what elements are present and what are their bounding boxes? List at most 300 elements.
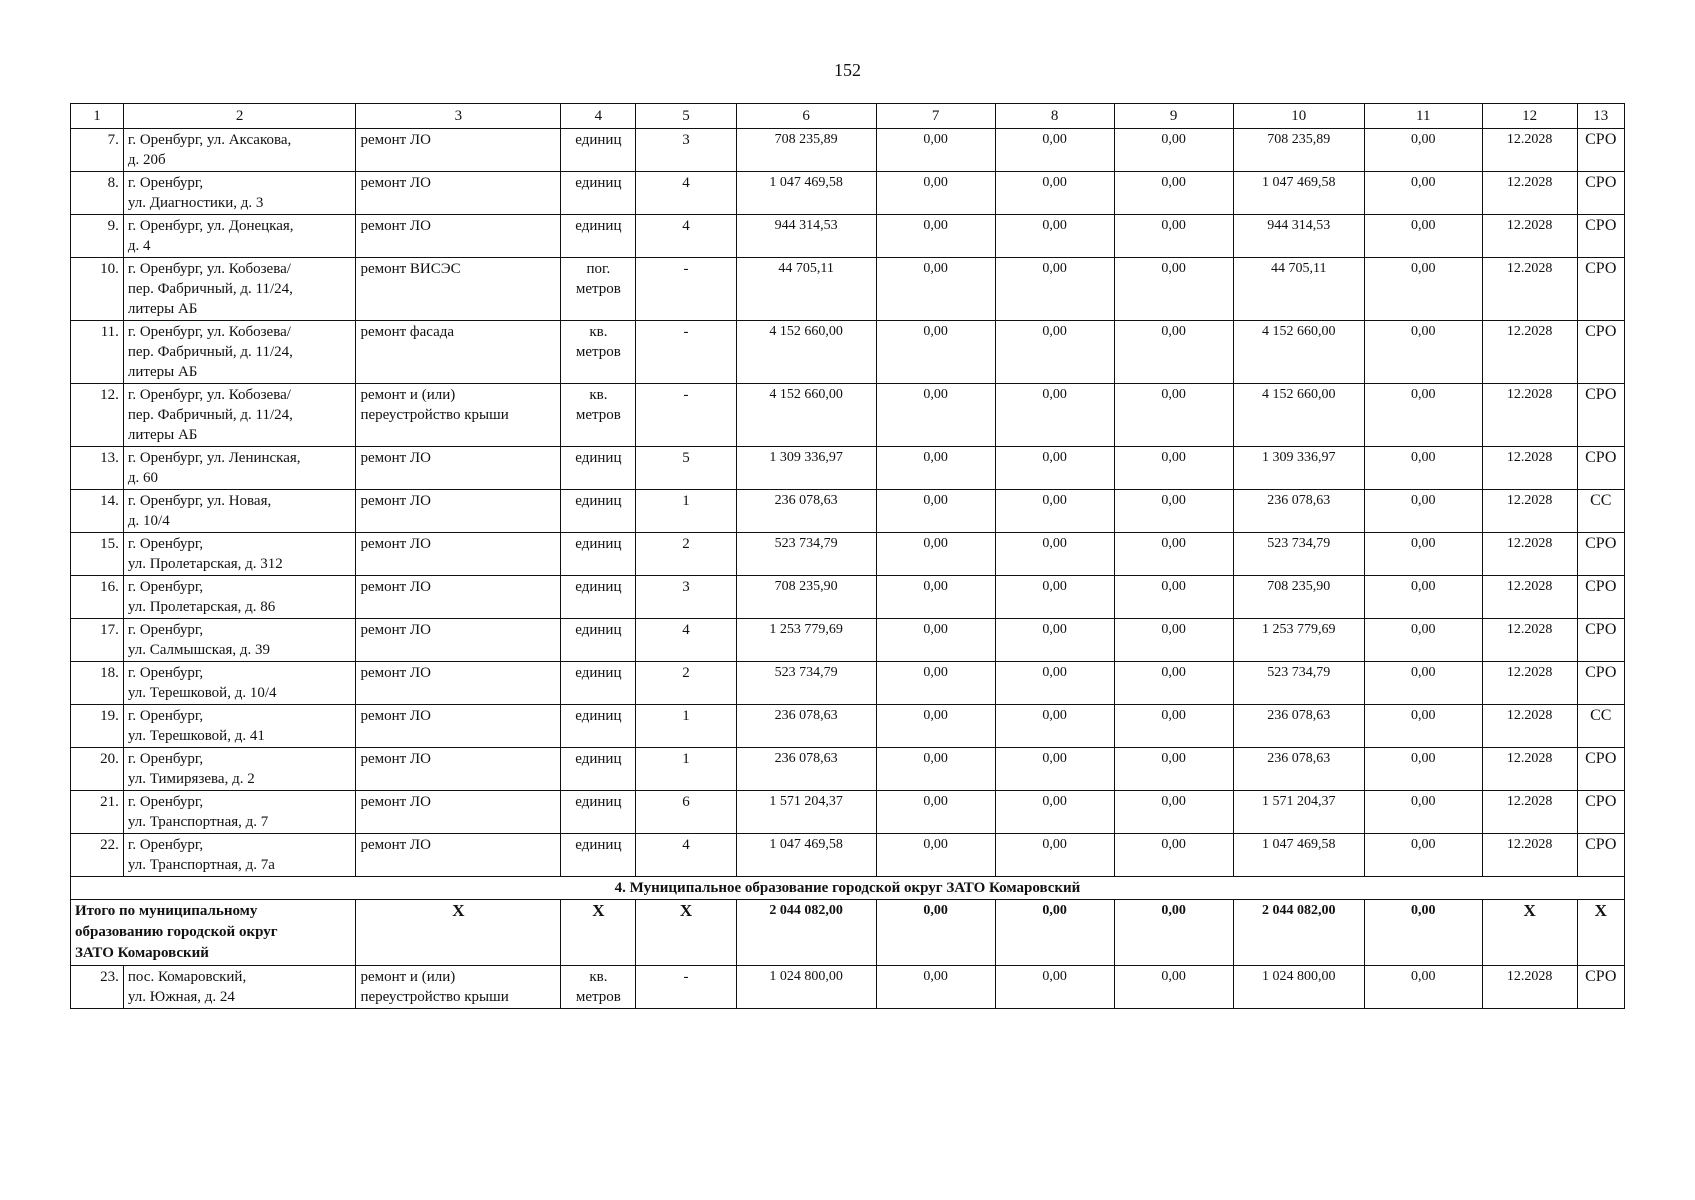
addr-line: литеры АБ xyxy=(127,301,198,317)
value-cell: 0,00 xyxy=(876,834,995,877)
total-value-cell: Х xyxy=(1577,900,1625,966)
value-cell: 0,00 xyxy=(1364,447,1482,490)
value-cell: 0,00 xyxy=(1364,619,1482,662)
method-code-cell: СРО xyxy=(1577,129,1625,172)
addr-line: г. Оренбург, xyxy=(127,622,204,638)
row-number: 19. xyxy=(71,705,124,748)
quantity-cell: - xyxy=(636,966,736,1009)
address-cell xyxy=(123,321,356,384)
unit-cell xyxy=(561,490,636,533)
value-cell: 0,00 xyxy=(876,748,995,791)
quantity-cell: 4 xyxy=(636,834,736,877)
unit-line: пог. xyxy=(586,261,611,277)
total-label xyxy=(71,900,356,966)
total-value-cell: 0,00 xyxy=(876,900,995,966)
value-cell: 0,00 xyxy=(876,533,995,576)
value-cell: 0,00 xyxy=(1114,619,1233,662)
value-cell: 0,00 xyxy=(1114,172,1233,215)
row-number: 17. xyxy=(71,619,124,662)
quantity-cell: 2 xyxy=(636,533,736,576)
unit-cell xyxy=(561,834,636,877)
method-code-cell: СРО xyxy=(1577,258,1625,321)
work-line: ремонт ЛО xyxy=(360,493,431,509)
unit-line: единиц xyxy=(575,579,622,595)
row-number: 22. xyxy=(71,834,124,877)
method-code-cell: СРО xyxy=(1577,321,1625,384)
work-line: ремонт и (или) xyxy=(360,387,456,403)
deadline-cell: 12.2028 xyxy=(1482,576,1577,619)
unit-cell xyxy=(561,966,636,1009)
unit-line: единиц xyxy=(575,536,622,552)
unit-line: единиц xyxy=(575,794,622,810)
value-cell: 1 571 204,37 xyxy=(1233,791,1364,834)
row-number: 12. xyxy=(71,384,124,447)
addr-line: г. Оренбург, xyxy=(127,536,204,552)
deadline-cell: 12.2028 xyxy=(1482,533,1577,576)
addr-line: ул. Южная, д. 24 xyxy=(127,989,235,1005)
total-cost-cell: 1 571 204,37 xyxy=(736,791,876,834)
addr-line: г. Оренбург, xyxy=(127,751,204,767)
quantity-cell: 3 xyxy=(636,576,736,619)
value-cell: 0,00 xyxy=(995,791,1114,834)
unit-cell xyxy=(561,748,636,791)
value-cell: 0,00 xyxy=(876,172,995,215)
value-cell: 0,00 xyxy=(995,966,1114,1009)
value-cell: 0,00 xyxy=(995,619,1114,662)
value-cell: 0,00 xyxy=(995,129,1114,172)
column-header: 2 xyxy=(123,104,356,129)
row-number: 13. xyxy=(71,447,124,490)
table-row xyxy=(71,490,1625,533)
value-cell: 0,00 xyxy=(1114,447,1233,490)
value-cell: 0,00 xyxy=(1114,834,1233,877)
value-cell: 0,00 xyxy=(1114,576,1233,619)
work-line: ремонт ЛО xyxy=(360,450,431,466)
method-code-cell: СРО xyxy=(1577,619,1625,662)
addr-line: пер. Фабричный, д. 11/24, xyxy=(127,281,293,297)
value-cell: 0,00 xyxy=(876,705,995,748)
value-cell: 1 047 469,58 xyxy=(1233,172,1364,215)
value-cell: 0,00 xyxy=(995,576,1114,619)
column-number-header-row xyxy=(71,104,1625,129)
method-code-cell: СРО xyxy=(1577,172,1625,215)
total-value-cell: 0,00 xyxy=(1364,900,1482,966)
row-number: 9. xyxy=(71,215,124,258)
method-code-cell: СРО xyxy=(1577,791,1625,834)
quantity-cell: 2 xyxy=(636,662,736,705)
total-cost-cell: 523 734,79 xyxy=(736,533,876,576)
work-type-cell xyxy=(356,215,561,258)
addr-line: ул. Диагностики, д. 3 xyxy=(127,195,264,211)
value-cell: 1 024 800,00 xyxy=(1233,966,1364,1009)
value-cell: 0,00 xyxy=(1364,966,1482,1009)
deadline-cell: 12.2028 xyxy=(1482,490,1577,533)
address-cell xyxy=(123,748,356,791)
total-cost-cell: 4 152 660,00 xyxy=(736,321,876,384)
total-label-line: образованию городской округ xyxy=(75,924,278,940)
deadline-cell: 12.2028 xyxy=(1482,215,1577,258)
addr-line: д. 60 xyxy=(127,470,159,486)
deadline-cell: 12.2028 xyxy=(1482,321,1577,384)
value-cell: 0,00 xyxy=(1114,258,1233,321)
work-type-cell xyxy=(356,533,561,576)
municipality-total-row xyxy=(71,900,1625,966)
value-cell: 0,00 xyxy=(876,619,995,662)
work-line: ремонт ЛО xyxy=(360,708,431,724)
value-cell: 0,00 xyxy=(1364,321,1482,384)
value-cell: 0,00 xyxy=(876,966,995,1009)
value-cell: 0,00 xyxy=(1114,215,1233,258)
work-type-cell xyxy=(356,172,561,215)
unit-cell xyxy=(561,447,636,490)
unit-line: единиц xyxy=(575,751,622,767)
value-cell: 236 078,63 xyxy=(1233,748,1364,791)
addr-line: пер. Фабричный, д. 11/24, xyxy=(127,344,293,360)
row-number: 10. xyxy=(71,258,124,321)
addr-line: ул. Транспортная, д. 7 xyxy=(127,814,269,830)
value-cell: 0,00 xyxy=(1364,172,1482,215)
total-label-line: ЗАТО Комаровский xyxy=(75,945,209,961)
column-header: 4 xyxy=(561,104,636,129)
unit-line: кв. xyxy=(589,387,608,403)
quantity-cell: 6 xyxy=(636,791,736,834)
value-cell: 0,00 xyxy=(1364,258,1482,321)
total-value-cell: 2 044 082,00 xyxy=(736,900,876,966)
value-cell: 0,00 xyxy=(1364,748,1482,791)
value-cell: 236 078,63 xyxy=(1233,490,1364,533)
total-cost-cell: 944 314,53 xyxy=(736,215,876,258)
value-cell: 0,00 xyxy=(1364,834,1482,877)
quantity-cell: 1 xyxy=(636,748,736,791)
value-cell: 0,00 xyxy=(995,662,1114,705)
row-number: 18. xyxy=(71,662,124,705)
value-cell: 0,00 xyxy=(876,129,995,172)
total-cost-cell: 523 734,79 xyxy=(736,662,876,705)
table-row xyxy=(71,384,1625,447)
table-row xyxy=(71,966,1625,1009)
value-cell: 0,00 xyxy=(1364,533,1482,576)
table-row xyxy=(71,791,1625,834)
addr-line: г. Оренбург, xyxy=(127,175,204,191)
deadline-cell: 12.2028 xyxy=(1482,619,1577,662)
value-cell: 708 235,90 xyxy=(1233,576,1364,619)
row-number: 21. xyxy=(71,791,124,834)
value-cell: 0,00 xyxy=(876,662,995,705)
addr-line: г. Оренбург, ул. Ленинская, xyxy=(127,450,301,466)
quantity-cell: 4 xyxy=(636,172,736,215)
work-type-cell xyxy=(356,662,561,705)
value-cell: 0,00 xyxy=(876,490,995,533)
value-cell: 0,00 xyxy=(1114,384,1233,447)
addr-line: ул. Тимирязева, д. 2 xyxy=(127,771,255,787)
address-cell xyxy=(123,533,356,576)
value-cell: 0,00 xyxy=(1114,490,1233,533)
table-row xyxy=(71,447,1625,490)
unit-cell xyxy=(561,705,636,748)
row-number: 20. xyxy=(71,748,124,791)
work-line: ремонт фасада xyxy=(360,324,455,340)
total-value-cell: Х xyxy=(636,900,736,966)
address-cell xyxy=(123,172,356,215)
row-number: 16. xyxy=(71,576,124,619)
total-cost-cell: 708 235,90 xyxy=(736,576,876,619)
quantity-cell: 4 xyxy=(636,619,736,662)
value-cell: 0,00 xyxy=(1114,966,1233,1009)
addr-line: г. Оренбург, ул. Кобозева/ xyxy=(127,387,291,403)
row-number: 7. xyxy=(71,129,124,172)
value-cell: 0,00 xyxy=(1114,129,1233,172)
column-header: 1 xyxy=(71,104,124,129)
work-type-cell xyxy=(356,619,561,662)
deadline-cell: 12.2028 xyxy=(1482,834,1577,877)
address-cell xyxy=(123,834,356,877)
table-row xyxy=(71,129,1625,172)
quantity-cell: - xyxy=(636,321,736,384)
address-cell xyxy=(123,384,356,447)
unit-cell xyxy=(561,129,636,172)
value-cell: 0,00 xyxy=(1364,791,1482,834)
work-line: ремонт ЛО xyxy=(360,622,431,638)
work-type-cell xyxy=(356,791,561,834)
method-code-cell: СРО xyxy=(1577,533,1625,576)
work-line: ремонт ЛО xyxy=(360,175,431,191)
row-number: 14. xyxy=(71,490,124,533)
column-header: 9 xyxy=(1114,104,1233,129)
row-number: 15. xyxy=(71,533,124,576)
addr-line: г. Оренбург, ул. Новая, xyxy=(127,493,272,509)
value-cell: 0,00 xyxy=(876,215,995,258)
quantity-cell: 1 xyxy=(636,490,736,533)
work-type-cell xyxy=(356,384,561,447)
value-cell: 523 734,79 xyxy=(1233,662,1364,705)
unit-cell xyxy=(561,172,636,215)
work-type-cell xyxy=(356,490,561,533)
value-cell: 44 705,11 xyxy=(1233,258,1364,321)
quantity-cell: 3 xyxy=(636,129,736,172)
unit-cell xyxy=(561,533,636,576)
method-code-cell: СРО xyxy=(1577,215,1625,258)
table-row xyxy=(71,215,1625,258)
total-cost-cell: 1 309 336,97 xyxy=(736,447,876,490)
value-cell: 0,00 xyxy=(876,576,995,619)
unit-line: единиц xyxy=(575,132,622,148)
method-code-cell: СРО xyxy=(1577,834,1625,877)
value-cell: 0,00 xyxy=(1114,705,1233,748)
value-cell: 236 078,63 xyxy=(1233,705,1364,748)
quantity-cell: - xyxy=(636,384,736,447)
total-cost-cell: 1 047 469,58 xyxy=(736,834,876,877)
work-type-cell xyxy=(356,576,561,619)
value-cell: 0,00 xyxy=(876,321,995,384)
quantity-cell: 1 xyxy=(636,705,736,748)
section-header-row xyxy=(71,877,1625,900)
value-cell: 0,00 xyxy=(995,748,1114,791)
unit-cell xyxy=(561,576,636,619)
total-cost-cell: 708 235,89 xyxy=(736,129,876,172)
addr-line: пос. Комаровский, xyxy=(127,969,247,985)
deadline-cell: 12.2028 xyxy=(1482,705,1577,748)
deadline-cell: 12.2028 xyxy=(1482,384,1577,447)
unit-line: единиц xyxy=(575,450,622,466)
address-cell xyxy=(123,662,356,705)
total-cost-cell: 4 152 660,00 xyxy=(736,384,876,447)
address-cell xyxy=(123,576,356,619)
method-code-cell: СРО xyxy=(1577,748,1625,791)
value-cell: 0,00 xyxy=(995,533,1114,576)
value-cell: 708 235,89 xyxy=(1233,129,1364,172)
value-cell: 0,00 xyxy=(876,791,995,834)
unit-line: единиц xyxy=(575,708,622,724)
address-cell xyxy=(123,129,356,172)
column-header: 5 xyxy=(636,104,736,129)
quantity-cell: 5 xyxy=(636,447,736,490)
unit-cell xyxy=(561,215,636,258)
work-line: ремонт ЛО xyxy=(360,218,431,234)
deadline-cell: 12.2028 xyxy=(1482,966,1577,1009)
work-type-cell xyxy=(356,321,561,384)
method-code-cell: СРО xyxy=(1577,447,1625,490)
value-cell: 0,00 xyxy=(1114,791,1233,834)
table-row xyxy=(71,258,1625,321)
work-type-cell xyxy=(356,129,561,172)
unit-cell xyxy=(561,258,636,321)
method-code-cell: СС xyxy=(1577,705,1625,748)
unit-line: единиц xyxy=(575,175,622,191)
work-type-cell xyxy=(356,447,561,490)
total-value-cell: 2 044 082,00 xyxy=(1233,900,1364,966)
work-type-cell xyxy=(356,705,561,748)
column-header: 11 xyxy=(1364,104,1482,129)
unit-cell xyxy=(561,662,636,705)
addr-line: д. 4 xyxy=(127,238,151,254)
deadline-cell: 12.2028 xyxy=(1482,447,1577,490)
row-number: 8. xyxy=(71,172,124,215)
column-header: 10 xyxy=(1233,104,1364,129)
table-row xyxy=(71,172,1625,215)
total-cost-cell: 236 078,63 xyxy=(736,490,876,533)
addr-line: г. Оренбург, xyxy=(127,837,204,853)
total-value-cell: Х xyxy=(561,900,636,966)
unit-cell xyxy=(561,321,636,384)
total-label-line: Итого по муниципальному xyxy=(75,903,258,919)
value-cell: 944 314,53 xyxy=(1233,215,1364,258)
addr-line: литеры АБ xyxy=(127,427,198,443)
method-code-cell: СРО xyxy=(1577,576,1625,619)
work-line: ремонт ЛО xyxy=(360,132,431,148)
addr-line: г. Оренбург, ул. Кобозева/ xyxy=(127,261,291,277)
total-value-cell: 0,00 xyxy=(1114,900,1233,966)
unit-line: метров xyxy=(575,989,621,1005)
value-cell: 0,00 xyxy=(1114,321,1233,384)
value-cell: 0,00 xyxy=(1364,129,1482,172)
page-number: 152 xyxy=(834,60,861,80)
value-cell: 0,00 xyxy=(1364,662,1482,705)
value-cell: 0,00 xyxy=(876,384,995,447)
value-cell: 0,00 xyxy=(1364,705,1482,748)
work-type-cell xyxy=(356,748,561,791)
total-value-cell: 0,00 xyxy=(995,900,1114,966)
column-header: 12 xyxy=(1482,104,1577,129)
total-cost-cell: 1 253 779,69 xyxy=(736,619,876,662)
table-row xyxy=(71,321,1625,384)
value-cell: 0,00 xyxy=(995,705,1114,748)
addr-line: пер. Фабричный, д. 11/24, xyxy=(127,407,293,423)
value-cell: 0,00 xyxy=(1364,576,1482,619)
value-cell: 0,00 xyxy=(876,258,995,321)
unit-line: единиц xyxy=(575,665,622,681)
table-row xyxy=(71,705,1625,748)
deadline-cell: 12.2028 xyxy=(1482,129,1577,172)
work-type-cell xyxy=(356,966,561,1009)
address-cell xyxy=(123,258,356,321)
method-code-cell: СС xyxy=(1577,490,1625,533)
unit-line: единиц xyxy=(575,493,622,509)
method-code-cell: СРО xyxy=(1577,966,1625,1009)
value-cell: 0,00 xyxy=(1114,748,1233,791)
value-cell: 0,00 xyxy=(995,490,1114,533)
total-cost-cell: 44 705,11 xyxy=(736,258,876,321)
addr-line: литеры АБ xyxy=(127,364,198,380)
value-cell: 0,00 xyxy=(1114,662,1233,705)
work-line: переустройство крыши xyxy=(360,989,509,1005)
table-row xyxy=(71,748,1625,791)
addr-line: г. Оренбург, ул. Аксакова, xyxy=(127,132,292,148)
work-line: переустройство крыши xyxy=(360,407,509,423)
addr-line: г. Оренбург, ул. Кобозева/ xyxy=(127,324,291,340)
addr-line: г. Оренбург, xyxy=(127,579,204,595)
table-row xyxy=(71,576,1625,619)
work-line: ремонт ЛО xyxy=(360,665,431,681)
unit-line: метров xyxy=(575,281,621,297)
total-cost-cell: 1 047 469,58 xyxy=(736,172,876,215)
value-cell: 0,00 xyxy=(995,215,1114,258)
column-header: 7 xyxy=(876,104,995,129)
column-header: 3 xyxy=(356,104,561,129)
work-line: ремонт и (или) xyxy=(360,969,456,985)
deadline-cell: 12.2028 xyxy=(1482,172,1577,215)
addr-line: ул. Терешковой, д. 10/4 xyxy=(127,685,277,701)
table-row xyxy=(71,533,1625,576)
unit-line: кв. xyxy=(589,969,608,985)
unit-cell xyxy=(561,619,636,662)
addr-line: г. Оренбург, ул. Донецкая, xyxy=(127,218,294,234)
deadline-cell: 12.2028 xyxy=(1482,748,1577,791)
quantity-cell: - xyxy=(636,258,736,321)
value-cell: 0,00 xyxy=(995,447,1114,490)
value-cell: 0,00 xyxy=(1114,533,1233,576)
value-cell: 0,00 xyxy=(1364,490,1482,533)
work-line: ремонт ЛО xyxy=(360,794,431,810)
work-line: ремонт ЛО xyxy=(360,579,431,595)
address-cell xyxy=(123,791,356,834)
total-cost-cell: 236 078,63 xyxy=(736,705,876,748)
unit-cell xyxy=(561,791,636,834)
value-cell: 4 152 660,00 xyxy=(1233,321,1364,384)
deadline-cell: 12.2028 xyxy=(1482,258,1577,321)
quantity-cell: 4 xyxy=(636,215,736,258)
unit-line: кв. xyxy=(589,324,608,340)
deadline-cell: 12.2028 xyxy=(1482,662,1577,705)
address-cell xyxy=(123,447,356,490)
addr-line: ул. Терешковой, д. 41 xyxy=(127,728,265,744)
work-line: ремонт ЛО xyxy=(360,536,431,552)
value-cell: 0,00 xyxy=(995,834,1114,877)
unit-line: единиц xyxy=(575,622,622,638)
column-header: 13 xyxy=(1577,104,1625,129)
address-cell xyxy=(123,966,356,1009)
value-cell: 1 047 469,58 xyxy=(1233,834,1364,877)
value-cell: 0,00 xyxy=(995,172,1114,215)
